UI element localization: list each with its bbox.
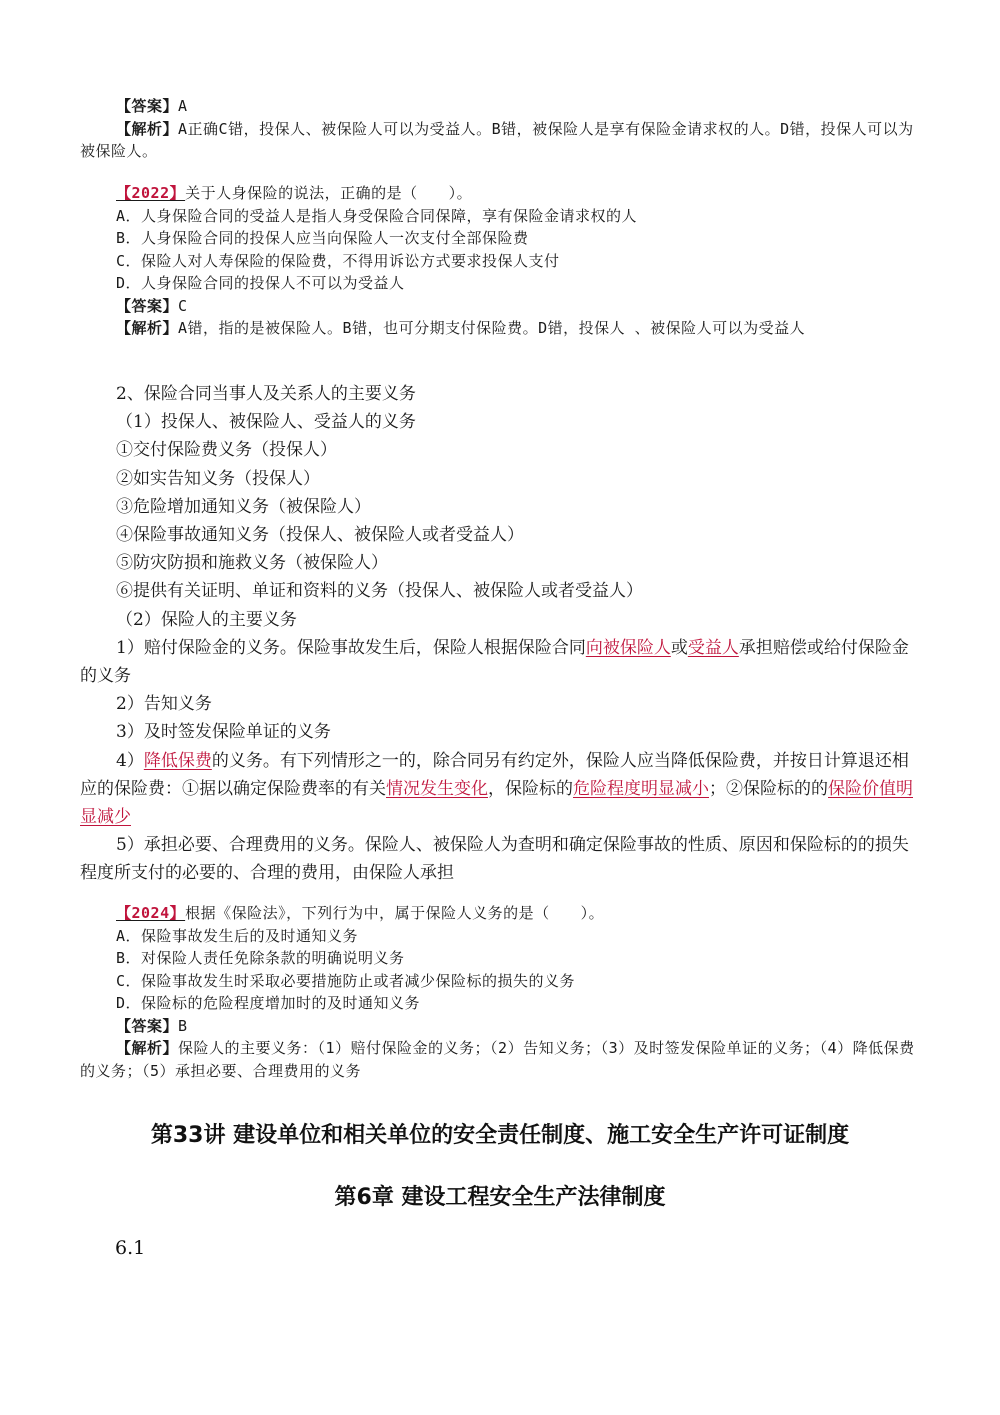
- highlight: 情况发生变化: [386, 778, 488, 799]
- insurer-duty-5: 5）承担必要、合理费用的义务。保险人、被保险人为查明和确定保险事故的性质、原因和保险标的的损失程度所支付的必要的、合理的费用，由保险人承担: [80, 835, 909, 884]
- highlight: 受益人: [687, 637, 739, 658]
- highlight: 危险程度明显减小: [573, 778, 709, 799]
- duty-item: ③危险增加通知义务（被保险人）: [116, 496, 371, 517]
- insurer-duty-2: 2）告知义务: [116, 694, 212, 715]
- q2022-analysis: 【解析】A错，指的是被保险人。B错，也可分期支付保险费。D错，投保人 、被保险人可以为受益人: [116, 319, 806, 337]
- insurer-duty-1: 1）赔付保险金的义务。保险事故发生后，保险人根据保险合同向被保险人或受益人承担赔偿或给付保险金的义务: [80, 637, 909, 687]
- q2022-option: A．人身保险合同的受益人是指人身受保险合同保障，享有保险金请求权的人: [116, 206, 638, 225]
- q2022-block: [80, 182, 925, 340]
- subheading: （2）保险人的主要义务: [116, 609, 297, 630]
- duty-item: ①交付保险费义务（投保人）: [116, 440, 337, 461]
- highlight: 降低保费: [143, 750, 212, 771]
- lecture-title: 第33讲 建设单位和相关单位的安全责任制度、施工安全生产许可证制度: [150, 1123, 850, 1148]
- q2024-analysis: 【解析】保险人的主要义务：（1）赔付保险金的义务；（2）告知义务；（3）及时签发保险单证的义务；（4）降低保费的义务；（5）承担必要、合理费用的义务: [80, 1039, 915, 1080]
- q2024-answer: 【答案】B: [116, 1016, 188, 1035]
- highlight: 保险价值明显减少: [80, 778, 913, 828]
- duty-item: ⑤防灾防损和施救义务（被保险人）: [116, 553, 388, 574]
- chapter-title: 第6章 建设工程安全生产法律制度: [334, 1185, 666, 1210]
- section-heading: 2、保险合同当事人及关系人的主要义务: [116, 384, 416, 404]
- q2022-stem: 【2022】关于人身保险的说法，正确的是（ ）。: [116, 184, 473, 202]
- insurer-duty-4: 4）降低保费的义务。有下列情形之一的，除合同另有约定外，保险人应当降低保险费，并按日计算退还相应的保险费：①据以确定保险费率的有关情况发生变化，保险标的危险程度明显减小；②保险标的的保险价值明显减少: [80, 750, 913, 828]
- section-number: 6.1: [115, 1237, 146, 1259]
- q2022-answer: 【答案】C: [116, 296, 188, 315]
- q2022-option: D．人身保险合同的投保人不可以为受益人: [116, 274, 405, 292]
- q2022-option: B．人身保险合同的投保人应当向保险人一次支付全部保险费: [116, 229, 529, 247]
- q1-analysis: 【解析】A正确C错，投保人、被保险人可以为受益人。B错，被保险人是享有保险金请求权的人。D错，投保人可以为被保险人。: [80, 119, 914, 160]
- q2024-option: D．保险标的危险程度增加时的及时通知义务: [116, 994, 421, 1012]
- duty-item: ⑥提供有关证明、单证和资料的义务（投保人、被保险人或者受益人）: [116, 581, 643, 602]
- q1-answer: 【答案】A: [116, 97, 188, 115]
- q2022-option: C．保险人对人寿保险的保险费，不得用诉讼方式要求投保人支付: [116, 251, 560, 270]
- duties-section: [80, 380, 925, 888]
- q1-answer-block: [80, 95, 925, 163]
- subheading: （1）投保人、被保险人、受益人的义务: [116, 412, 416, 433]
- duty-item: ②如实告知义务（投保人）: [116, 468, 320, 489]
- q2024-option: C．保险事故发生时采取必要措施防止或者减少保险标的损失的义务: [116, 971, 576, 990]
- year-badge: 【2022】: [116, 184, 186, 202]
- q2024-option: A．保险事故发生后的及时通知义务: [116, 926, 359, 945]
- insurer-duty-3: 3）及时签发保险单证的义务: [116, 722, 331, 743]
- q2024-option: B．对保险人责任免除条款的明确说明义务: [116, 949, 405, 967]
- q2024-block: [80, 902, 925, 1082]
- q2024-stem: 【2024】根据《保险法》，下列行为中，属于保险人义务的是（ ）。: [116, 904, 605, 922]
- duty-item: ④保险事故通知义务（投保人、被保险人或者受益人）: [116, 525, 524, 546]
- year-badge: 【2024】: [116, 904, 186, 922]
- highlight: 向被保险人: [585, 637, 671, 658]
